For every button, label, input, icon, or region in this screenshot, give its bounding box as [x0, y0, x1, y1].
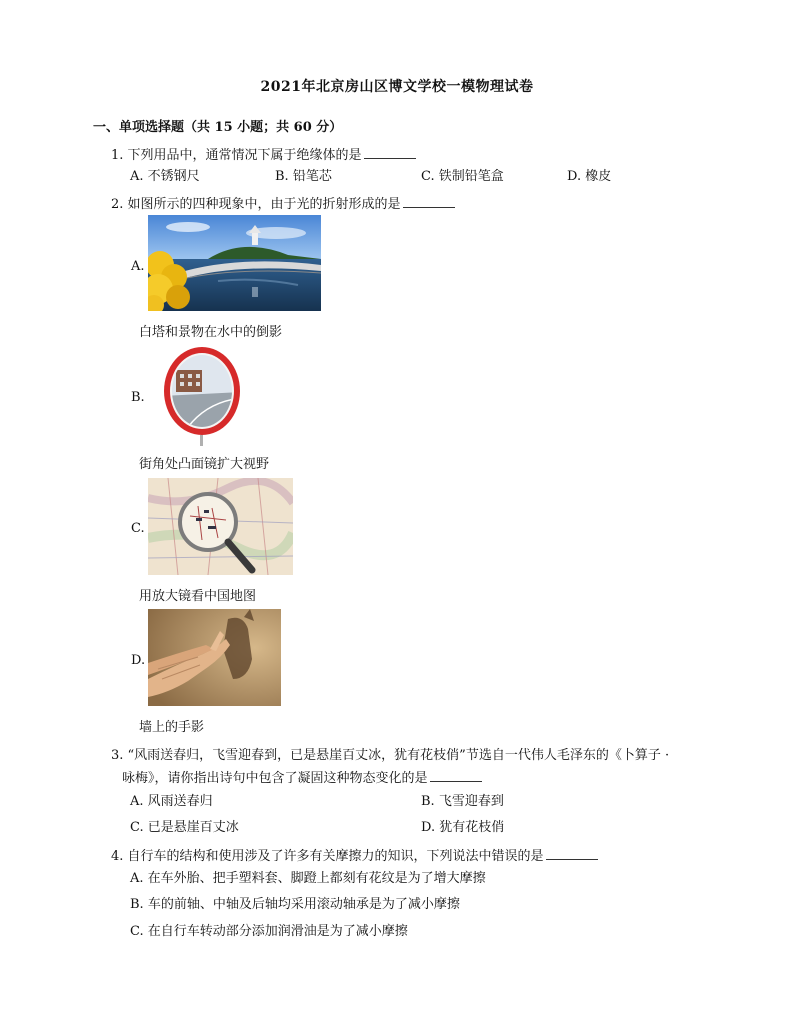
q1-option-d: D. 橡皮	[567, 169, 612, 184]
q2-option-d-letter: D.	[131, 653, 146, 668]
q2-option-b-caption: 街角处凸面镜扩大视野	[139, 457, 270, 472]
q1-option-a: A. 不锈钢尺	[130, 169, 200, 184]
q2-option-c-caption: 用放大镜看中国地图	[139, 589, 257, 604]
convex-mirror-photo-icon	[162, 346, 242, 446]
q4-option-c: C. 在自行车转动部分添加润滑油是为了减小摩擦	[130, 924, 408, 939]
question-2-stem: 2. 如图所示的四种现象中，由于光的折射形成的是	[111, 193, 455, 212]
page-title: 2021年北京房山区博文学校一模物理试卷	[260, 79, 534, 95]
hand-shadow-photo-icon	[148, 609, 281, 706]
answer-blank	[403, 195, 455, 208]
q4-option-a: A. 在车外胎、把手塑料套、脚蹬上都刻有花纹是为了增大摩擦	[130, 871, 486, 886]
question-4-stem: 4. 自行车的结构和使用涉及了许多有关摩擦力的知识，下列说法中错误的是	[111, 845, 598, 864]
q3-option-d: D. 犹有花枝俏	[421, 820, 505, 835]
q3-option-c: C. 已是悬崖百丈冰	[130, 820, 239, 835]
pagoda-reflection-photo-icon	[148, 215, 321, 311]
answer-blank	[364, 146, 416, 159]
question-3-stem-line1: 3. “风雨送春归，飞雪迎春到，已是悬崖百丈冰，犹有花枝俏”节选自一代伟人毛泽东的《卜算子 ·	[111, 748, 670, 763]
question-1-stem: 1. 下列用品中，通常情况下属于绝缘体的是	[111, 144, 416, 163]
q1-option-c: C. 铁制铅笔盒	[421, 169, 504, 184]
q2-option-a-letter: A.	[131, 259, 145, 274]
magnifier-map-photo-icon	[148, 478, 293, 575]
answer-blank	[430, 769, 482, 782]
q4-option-b: B. 车的前轴、中轴及后轴均采用滚动轴承是为了减小摩擦	[130, 897, 460, 912]
answer-blank	[546, 847, 598, 860]
q3-option-b: B. 飞雪迎春到	[421, 794, 504, 809]
q2-option-c-letter: C.	[131, 521, 145, 536]
q3-option-a: A. 风雨送春归	[130, 794, 213, 809]
question-3-stem-line2: 咏梅》，请你指出诗句中包含了凝固这种物态变化的是	[122, 767, 482, 786]
q2-option-d-caption: 墙上的手影	[139, 720, 205, 735]
section-heading: 一、单项选择题（共 15 小题；共 60 分）	[93, 120, 343, 135]
q2-option-b-letter: B.	[131, 390, 145, 405]
q2-option-a-caption: 白塔和景物在水中的倒影	[139, 325, 283, 340]
q1-option-b: B. 铅笔芯	[275, 169, 332, 184]
